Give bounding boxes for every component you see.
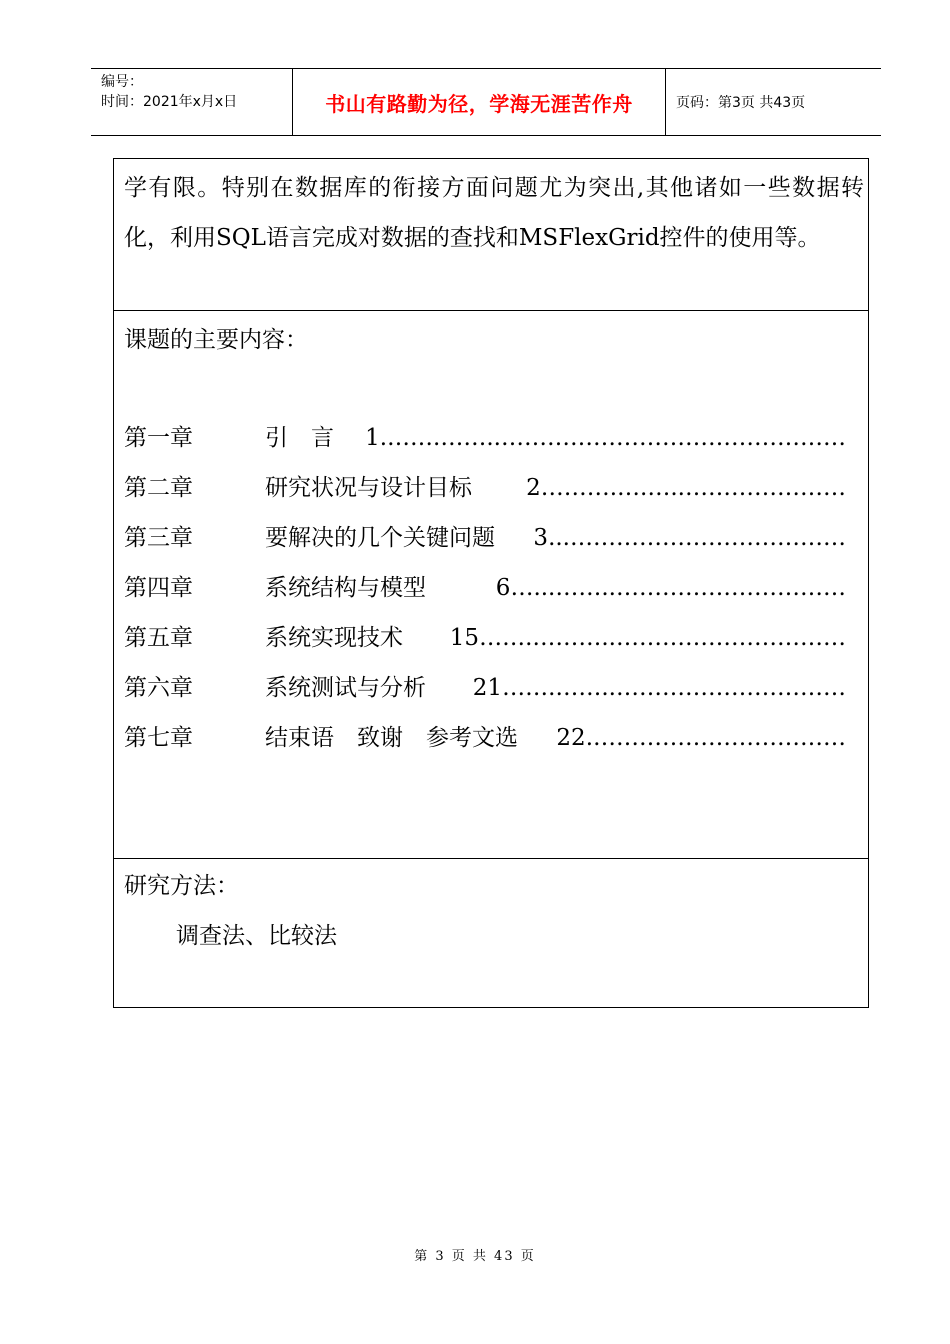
- toc-chapter: 第七章: [124, 725, 193, 751]
- methods-row: [114, 859, 868, 1007]
- toc-item: [124, 413, 844, 463]
- toc-title: 结束语 致谢 参考文选: [265, 725, 518, 751]
- toc-leader-page: …………………………..…….……21: [426, 663, 846, 713]
- toc-item: [124, 463, 844, 513]
- toc-item: [124, 563, 844, 613]
- toc-title: 要解决的几个关键问题: [265, 525, 495, 551]
- toc-item: [124, 613, 844, 663]
- toc-item: [124, 713, 844, 763]
- contents-row: [114, 311, 868, 859]
- intro-paragraph: 学有限。特别在数据库的衔接方面问题尤为突出,其他诸如一些数据转化，利用SQL语言完成对数据的查找和MSFlexGrid控件的使用等。: [124, 175, 864, 251]
- toc-title: 引 言: [265, 425, 334, 451]
- toc-leader-page: ………………………………………..…….…….1: [334, 413, 846, 463]
- toc-chapter: 第五章: [124, 625, 193, 651]
- toc-item: [124, 513, 844, 563]
- toc-leader-page: …………………………..……...…6: [426, 563, 846, 613]
- toc-chapter: 第四章: [124, 575, 193, 601]
- header-page-info: 页码：第3页 共43页: [676, 95, 806, 111]
- methods-heading: 研究方法：: [124, 873, 239, 899]
- toc-leader-page: ………………………………...3: [495, 513, 846, 563]
- page-footer: 第 3 页 共 43 页: [414, 1249, 536, 1264]
- toc-chapter: 第一章: [124, 425, 193, 451]
- code-label: 编号：: [101, 74, 143, 90]
- toc-item: [124, 663, 844, 713]
- toc-chapter: 第六章: [124, 675, 193, 701]
- page-header: [91, 68, 881, 136]
- toc-chapter: 第二章: [124, 475, 193, 501]
- toc-leader-page: …………………..….….………2: [472, 463, 846, 513]
- time-label: 时间：2021年x月x日: [101, 94, 238, 110]
- intro-row: [114, 159, 868, 311]
- methods-text: 调查法、比较法: [176, 923, 337, 949]
- header-motto: 书山有路勤为径，学海无涯苦作舟: [293, 69, 666, 135]
- content-table: [113, 158, 869, 1008]
- contents-heading: 课题的主要内容：: [124, 327, 308, 353]
- header-meta: [91, 69, 293, 135]
- toc-title: 系统结构与模型: [265, 575, 426, 601]
- toc-leader-page: …………………………..……….……15: [403, 613, 846, 663]
- toc-title: 系统实现技术: [265, 625, 403, 651]
- toc-title: 研究状况与设计目标: [265, 475, 472, 501]
- toc-title: 系统测试与分析: [265, 675, 426, 701]
- toc-leader-page: …………………………….22: [518, 713, 846, 763]
- toc-chapter: 第三章: [124, 525, 193, 551]
